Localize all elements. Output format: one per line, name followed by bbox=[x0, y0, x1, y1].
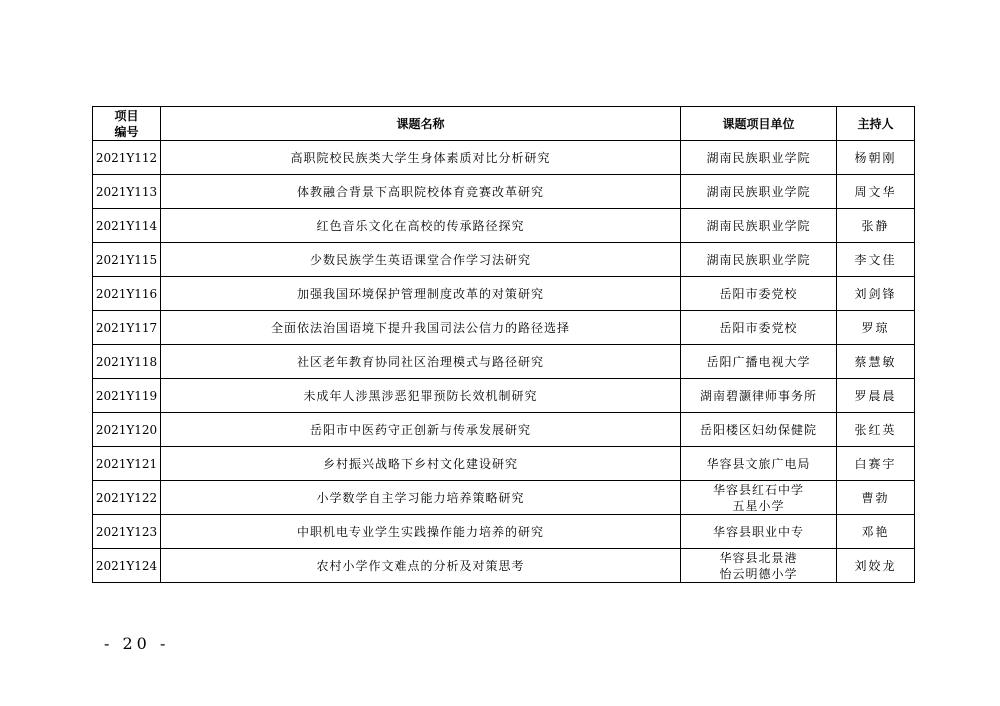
cell-project-unit: 湖南民族职业学院 bbox=[681, 243, 837, 277]
cell-project-unit: 岳阳市委党校 bbox=[681, 277, 837, 311]
cell-project-id: 2021Y120 bbox=[93, 413, 161, 447]
cell-project-host: 邓艳 bbox=[837, 515, 915, 549]
header-project-id-line2: 编号 bbox=[114, 124, 139, 139]
table-body bbox=[93, 141, 915, 583]
cell-project-host: 李文佳 bbox=[837, 243, 915, 277]
table-row bbox=[93, 175, 915, 209]
cell-project-unit: 华容县文旅广电局 bbox=[681, 447, 837, 481]
header-project-id bbox=[93, 107, 161, 141]
cell-project-id: 2021Y121 bbox=[93, 447, 161, 481]
table-row bbox=[93, 277, 915, 311]
cell-project-title: 高职院校民族类大学生身体素质对比分析研究 bbox=[161, 141, 681, 175]
cell-project-title: 乡村振兴战略下乡村文化建设研究 bbox=[161, 447, 681, 481]
table-row bbox=[93, 549, 915, 583]
cell-project-host: 罗琼 bbox=[837, 311, 915, 345]
cell-project-title: 加强我国环境保护管理制度改革的对策研究 bbox=[161, 277, 681, 311]
header-row bbox=[93, 107, 915, 141]
page-number: - 20 - bbox=[104, 634, 170, 653]
header-project-title: 课题名称 bbox=[161, 107, 681, 141]
cell-project-id: 2021Y117 bbox=[93, 311, 161, 345]
cell-project-unit: 岳阳广播电视大学 bbox=[681, 345, 837, 379]
cell-project-unit: 岳阳楼区妇幼保健院 bbox=[681, 413, 837, 447]
cell-project-host: 张红英 bbox=[837, 413, 915, 447]
cell-project-host: 刘剑锋 bbox=[837, 277, 915, 311]
cell-project-title: 小学数学自主学习能力培养策略研究 bbox=[161, 481, 681, 515]
cell-project-id: 2021Y124 bbox=[93, 549, 161, 583]
header-project-host: 主持人 bbox=[837, 107, 915, 141]
cell-project-unit: 华容县职业中专 bbox=[681, 515, 837, 549]
table-row bbox=[93, 141, 915, 175]
cell-project-unit: 湖南民族职业学院 bbox=[681, 175, 837, 209]
cell-project-title: 体教融合背景下高职院校体育竞赛改革研究 bbox=[161, 175, 681, 209]
table-row bbox=[93, 209, 915, 243]
table-row bbox=[93, 345, 915, 379]
cell-project-id: 2021Y118 bbox=[93, 345, 161, 379]
table-row bbox=[93, 481, 915, 515]
cell-project-id: 2021Y115 bbox=[93, 243, 161, 277]
cell-project-title: 社区老年教育协同社区治理模式与路径研究 bbox=[161, 345, 681, 379]
table-row bbox=[93, 243, 915, 277]
table-row bbox=[93, 447, 915, 481]
table-row bbox=[93, 379, 915, 413]
cell-project-unit: 华容县红石中学 五星小学 bbox=[681, 481, 837, 515]
cell-project-title: 红色音乐文化在高校的传承路径探究 bbox=[161, 209, 681, 243]
cell-project-host: 刘姣龙 bbox=[837, 549, 915, 583]
cell-project-title: 农村小学作文难点的分析及对策思考 bbox=[161, 549, 681, 583]
cell-project-host: 张静 bbox=[837, 209, 915, 243]
cell-project-host: 杨朝刚 bbox=[837, 141, 915, 175]
cell-project-unit: 岳阳市委党校 bbox=[681, 311, 837, 345]
cell-project-id: 2021Y123 bbox=[93, 515, 161, 549]
project-table bbox=[92, 106, 915, 583]
cell-project-id: 2021Y122 bbox=[93, 481, 161, 515]
header-project-id-line1: 项目 bbox=[114, 108, 139, 123]
cell-project-host: 周文华 bbox=[837, 175, 915, 209]
cell-project-host: 罗晨晨 bbox=[837, 379, 915, 413]
cell-project-title: 未成年人涉黑涉恶犯罪预防长效机制研究 bbox=[161, 379, 681, 413]
table-row bbox=[93, 515, 915, 549]
cell-project-host: 曹勃 bbox=[837, 481, 915, 515]
cell-project-id: 2021Y119 bbox=[93, 379, 161, 413]
cell-project-id: 2021Y116 bbox=[93, 277, 161, 311]
table-row bbox=[93, 311, 915, 345]
cell-project-unit: 湖南民族职业学院 bbox=[681, 209, 837, 243]
cell-project-host: 白赛宇 bbox=[837, 447, 915, 481]
cell-project-title: 全面依法治国语境下提升我国司法公信力的路径选择 bbox=[161, 311, 681, 345]
table-row bbox=[93, 413, 915, 447]
cell-project-id: 2021Y114 bbox=[93, 209, 161, 243]
cell-project-id: 2021Y112 bbox=[93, 141, 161, 175]
cell-project-unit: 湖南碧灏律师事务所 bbox=[681, 379, 837, 413]
cell-project-unit: 华容县北景港 怡云明德小学 bbox=[681, 549, 837, 583]
table-header bbox=[93, 107, 915, 141]
cell-project-title: 少数民族学生英语课堂合作学习法研究 bbox=[161, 243, 681, 277]
cell-project-host: 蔡慧敏 bbox=[837, 345, 915, 379]
cell-project-id: 2021Y113 bbox=[93, 175, 161, 209]
cell-project-unit: 湖南民族职业学院 bbox=[681, 141, 837, 175]
cell-project-title: 中职机电专业学生实践操作能力培养的研究 bbox=[161, 515, 681, 549]
header-project-unit: 课题项目单位 bbox=[681, 107, 837, 141]
cell-project-title: 岳阳市中医药守正创新与传承发展研究 bbox=[161, 413, 681, 447]
